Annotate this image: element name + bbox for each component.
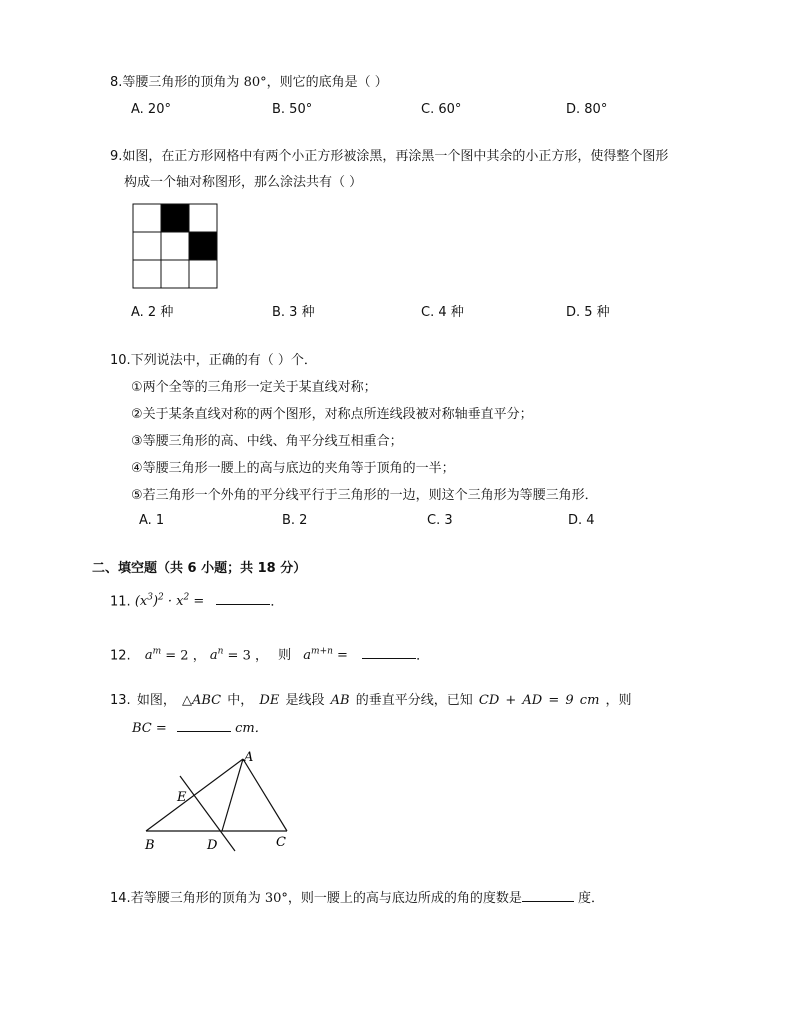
grid-cell-empty (133, 204, 161, 232)
grid-cell-empty (133, 232, 161, 260)
option-d[interactable]: D. 5 种 (566, 305, 610, 320)
question-9-line-2: 构成一个轴对称图形，那么涂法共有（ ） (124, 175, 363, 190)
question-number: 14. (110, 891, 131, 906)
question-11: 11. $(x^3)^2 \cdot x^2$ = ． (110, 593, 284, 610)
grid-cell-empty (189, 260, 217, 288)
answer-blank[interactable] (522, 889, 574, 902)
statement-3: ③等腰三角形的高、中线、角平分线互相重合； (131, 434, 403, 449)
question-text-tail: ，则它的底角是（ ） (266, 75, 388, 90)
label-a: A (244, 750, 254, 765)
square-grid-figure (132, 203, 220, 291)
grid-cell-empty (133, 260, 161, 288)
question-text: 下列说法中，正确的有（ ）个． (130, 353, 317, 368)
option-c[interactable]: C. 60° (421, 102, 462, 117)
section-title: 二、填空题（共 6 小题；共 18 分） (92, 561, 307, 576)
grid-cell-empty (189, 204, 217, 232)
grid-cell-empty (161, 260, 189, 288)
triangle-figure (140, 748, 300, 858)
expression: $(x^3)^2 \cdot x^2$ = (134, 593, 205, 610)
option-a[interactable]: A. 2 种 (131, 305, 174, 320)
grid-cell-filled (161, 204, 189, 232)
question-13-line-1: 13. 如图， △ABC 中， DE 是线段 AB 的垂直平分线，已知 CD + AD = 9 cm ，则 (110, 693, 632, 708)
side-ac (243, 759, 287, 831)
label-e: E (177, 790, 187, 805)
question-text: 等腰三角形的顶角为 (122, 75, 240, 90)
question-number: 8. (110, 75, 123, 90)
question-8 (110, 74, 388, 92)
answer-blank[interactable] (177, 719, 231, 732)
question-text: 如图，在正方形网格中有两个小正方形被涂黑，再涂黑一个图中其余的小正方形，使得整个图形 (122, 149, 669, 164)
option-a[interactable]: A. 20° (131, 102, 171, 117)
angle-value: 80° (243, 75, 267, 90)
option-b[interactable]: B. 2 (282, 513, 308, 528)
statement-5: ⑤若三角形一个外角的平分线平行于三角形的一边，则这个三角形为等腰三角形． (131, 488, 598, 503)
question-number: 11. (110, 594, 131, 610)
option-a[interactable]: A. 1 (139, 513, 165, 528)
statement-1: ①两个全等的三角形一定关于某直线对称； (131, 380, 377, 395)
question-number: 9. (110, 149, 123, 164)
question-number: 10. (110, 353, 131, 368)
option-b[interactable]: B. 3 种 (272, 305, 315, 320)
grid-cell-empty (161, 232, 189, 260)
question-10 (110, 352, 317, 370)
statement-2: ②关于某条直线对称的两个图形，对称点所连线段被对称轴垂直平分； (131, 407, 533, 422)
option-c[interactable]: C. 4 种 (421, 305, 464, 320)
label-d: D (207, 838, 218, 853)
option-d[interactable]: D. 4 (568, 513, 595, 528)
question-9-line-1 (110, 148, 668, 166)
answer-blank[interactable] (362, 646, 416, 659)
label-c: C (276, 835, 286, 850)
question-number: 12. (110, 648, 131, 664)
option-c[interactable]: C. 3 (427, 513, 453, 528)
question-12: 12. $a^m = 2$ ， $a^n = 3$ ， 则 $a^{m+n}$ = ． (110, 647, 430, 664)
question-13-line-2: BC = cm． (132, 721, 268, 736)
question-14: 14.若等腰三角形的顶角为 30°，则一腰上的高与底边所成的角的度数是 度． (110, 891, 605, 906)
segment-ad (222, 759, 243, 831)
question-number: 13. (110, 693, 131, 708)
label-b: B (145, 838, 155, 853)
answer-blank[interactable] (216, 592, 270, 605)
option-b[interactable]: B. 50° (272, 102, 313, 117)
statement-4: ④等腰三角形一腰上的高与底边的夹角等于顶角的一半； (131, 461, 455, 476)
grid-cell-filled (189, 232, 217, 260)
option-d[interactable]: D. 80° (566, 102, 608, 117)
